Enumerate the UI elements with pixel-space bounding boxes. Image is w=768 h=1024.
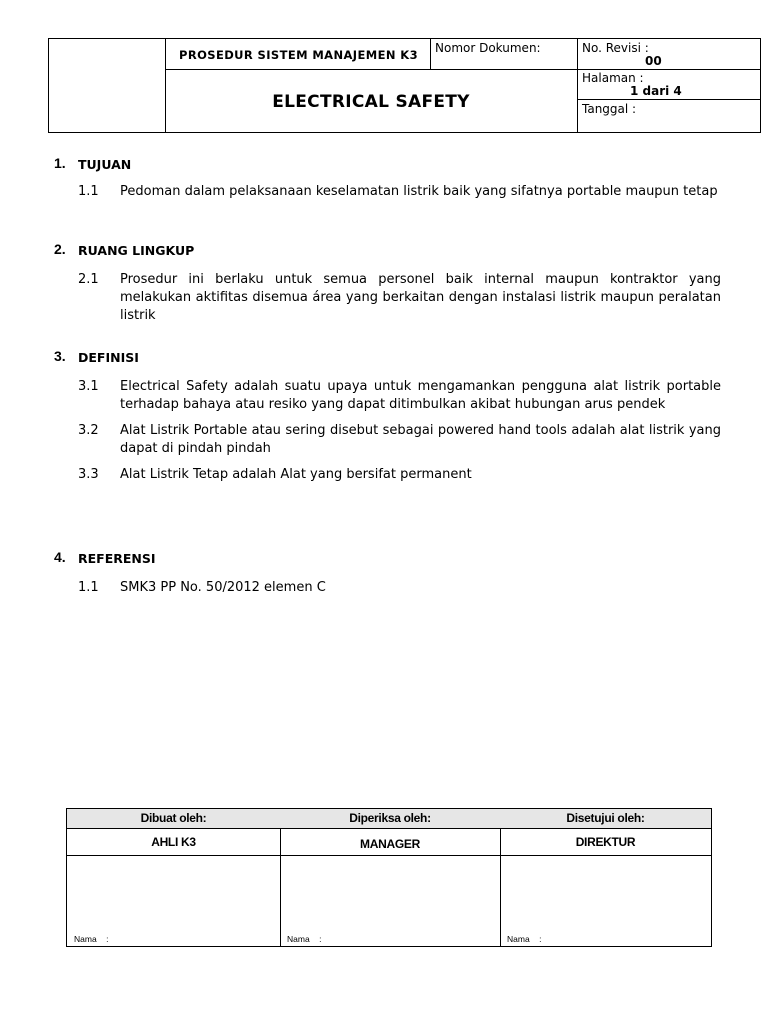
signature-role-direktur: DIREKTUR (575, 835, 636, 849)
procedure-label: PROSEDUR SISTEM MANAJEMEN K3 (179, 48, 418, 62)
revision-label: No. Revisi : (582, 41, 649, 55)
item-text: Prosedur ini berlaku untuk semua personel baik internal maupun kontraktor yang melakukan aktifitas disemua área yang berkaitan dengan instalasi listrik maupun peralatan listrik (120, 272, 721, 323)
signature-divider (67, 855, 711, 856)
document-title: ELECTRICAL SAFETY (272, 92, 470, 112)
header-divider (577, 99, 761, 100)
header-divider (577, 39, 578, 132)
revision-value: 00 (645, 54, 662, 68)
header-divider (430, 39, 431, 69)
signature-name-field: Nama : (74, 934, 109, 944)
item-text: Alat Listrik Portable atau sering disebut sebagai powered hand tools adalah alat listrik yang dapat di pindah pindah (120, 423, 721, 456)
section-number: 4. (54, 549, 66, 565)
signature-name-field: Nama : (507, 934, 542, 944)
signature-header-row (67, 809, 711, 829)
doc-number-label: Nomor Dokumen: (435, 41, 541, 55)
item-number: 3.1 (78, 379, 99, 394)
section-number: 3. (54, 348, 66, 364)
signature-name-field: Nama : (287, 934, 322, 944)
item-text: Electrical Safety adalah suatu upaya untuk mengamankan pengguna alat listrik portable terhadap bahaya atau resiko yang dapat ditimbulkan akibat hubungan arus pendek (120, 379, 721, 412)
item-text: SMK3 PP No. 50/2012 elemen C (120, 580, 326, 595)
item-number: 2.1 (78, 272, 99, 287)
section-number: 2. (54, 241, 66, 257)
section-number: 1. (54, 155, 66, 171)
date-label: Tanggal : (582, 102, 637, 116)
item-text: Pedoman dalam pelaksanaan keselamatan listrik baik yang sifatnya portable maupun tetap (120, 184, 718, 199)
signature-role-manager: MANAGER (360, 837, 420, 851)
section-title: RUANG LINGKUP (78, 243, 195, 258)
item-text: Alat Listrik Tetap adalah Alat yang bersifat permanent (120, 467, 472, 482)
signature-role-ahli-k3: AHLI K3 (151, 835, 196, 849)
signature-header-checked-by: Diperiksa oleh: (349, 811, 431, 825)
document-header-table (48, 38, 761, 133)
signature-table (66, 808, 712, 947)
header-divider (165, 69, 577, 70)
signature-header-approved-by: Disetujui oleh: (566, 811, 645, 825)
header-divider (577, 69, 761, 70)
item-number: 3.2 (78, 423, 99, 438)
signature-header-made-by: Dibuat oleh: (140, 811, 207, 825)
page-value: 1 dari 4 (630, 84, 682, 98)
section-title: TUJUAN (78, 157, 132, 172)
item-number: 1.1 (78, 184, 99, 199)
item-number: 3.3 (78, 467, 99, 482)
section-title: DEFINISI (78, 350, 139, 365)
page-label: Halaman : (582, 71, 644, 85)
item-number: 1.1 (78, 580, 99, 595)
header-divider (165, 39, 166, 132)
section-title: REFERENSI (78, 551, 156, 566)
